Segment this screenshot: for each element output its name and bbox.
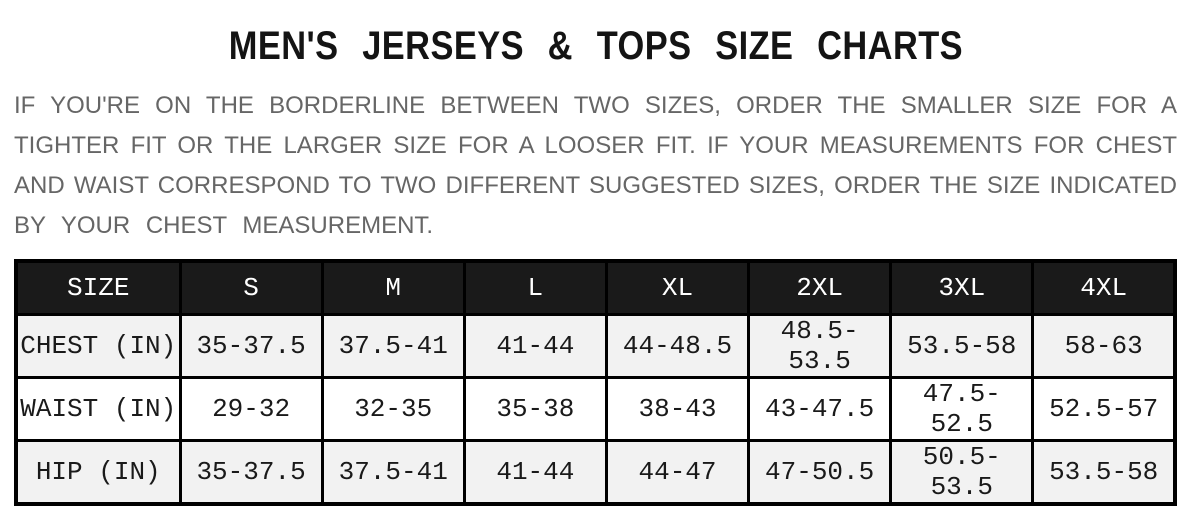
row-label-chest: CHEST (IN) bbox=[16, 314, 180, 377]
row-label-hip: HIP (IN) bbox=[16, 440, 180, 504]
table-cell: 35-37.5 bbox=[180, 314, 322, 377]
table-cell: 50.5-53.5 bbox=[891, 440, 1033, 504]
table-cell: 58-63 bbox=[1033, 314, 1175, 377]
table-row-hip bbox=[16, 440, 1175, 504]
table-cell: 35-38 bbox=[464, 377, 606, 440]
intro-line-1: IF YOU'RE ON THE BORDERLINE BETWEEN TWO SIZES, ORDER THE SMALLER SIZE FOR A bbox=[14, 92, 1177, 119]
column-header-l: L bbox=[464, 261, 606, 314]
column-header-3xl: 3XL bbox=[891, 261, 1033, 314]
table-cell: 44-48.5 bbox=[606, 314, 748, 377]
column-header-size: SIZE bbox=[16, 261, 180, 314]
table-cell: 37.5-41 bbox=[322, 440, 464, 504]
table-row-chest bbox=[16, 314, 1175, 377]
column-header-xl: XL bbox=[606, 261, 748, 314]
table-cell: 44-47 bbox=[606, 440, 748, 504]
table-cell: 38-43 bbox=[606, 377, 748, 440]
table-row-waist bbox=[16, 377, 1175, 440]
table-cell: 53.5-58 bbox=[891, 314, 1033, 377]
column-header-4xl: 4XL bbox=[1033, 261, 1175, 314]
table-cell: 53.5-58 bbox=[1033, 440, 1175, 504]
table-cell: 47-50.5 bbox=[749, 440, 891, 504]
page-title: MEN'S JERSEYS & TOPS SIZE CHARTS bbox=[228, 24, 963, 68]
table-cell: 37.5-41 bbox=[322, 314, 464, 377]
table-cell: 43-47.5 bbox=[749, 377, 891, 440]
table-cell: 41-44 bbox=[464, 314, 606, 377]
column-header-m: M bbox=[322, 261, 464, 314]
title-bar bbox=[0, 24, 1191, 72]
column-header-s: S bbox=[180, 261, 322, 314]
row-label-waist: WAIST (IN) bbox=[16, 377, 180, 440]
table-cell: 29-32 bbox=[180, 377, 322, 440]
intro-line-3: AND WAIST CORRESPOND TO TWO DIFFERENT SUGGESTED SIZES, ORDER THE SIZE INDICATED bbox=[14, 172, 1177, 199]
size-chart-table bbox=[14, 259, 1177, 506]
table-cell: 32-35 bbox=[322, 377, 464, 440]
table-cell: 41-44 bbox=[464, 440, 606, 504]
table-cell: 47.5-52.5 bbox=[891, 377, 1033, 440]
intro-line-2: TIGHTER FIT OR THE LARGER SIZE FOR A LOOSER FIT. IF YOUR MEASUREMENTS FOR CHEST bbox=[14, 132, 1177, 159]
table-header-row bbox=[16, 261, 1175, 314]
table-cell: 48.5-53.5 bbox=[749, 314, 891, 377]
table-cell: 35-37.5 bbox=[180, 440, 322, 504]
column-header-2xl: 2XL bbox=[749, 261, 891, 314]
intro-paragraph bbox=[14, 86, 1177, 246]
intro-line-4: BY YOUR CHEST MEASUREMENT. bbox=[14, 212, 434, 239]
table-cell: 52.5-57 bbox=[1033, 377, 1175, 440]
